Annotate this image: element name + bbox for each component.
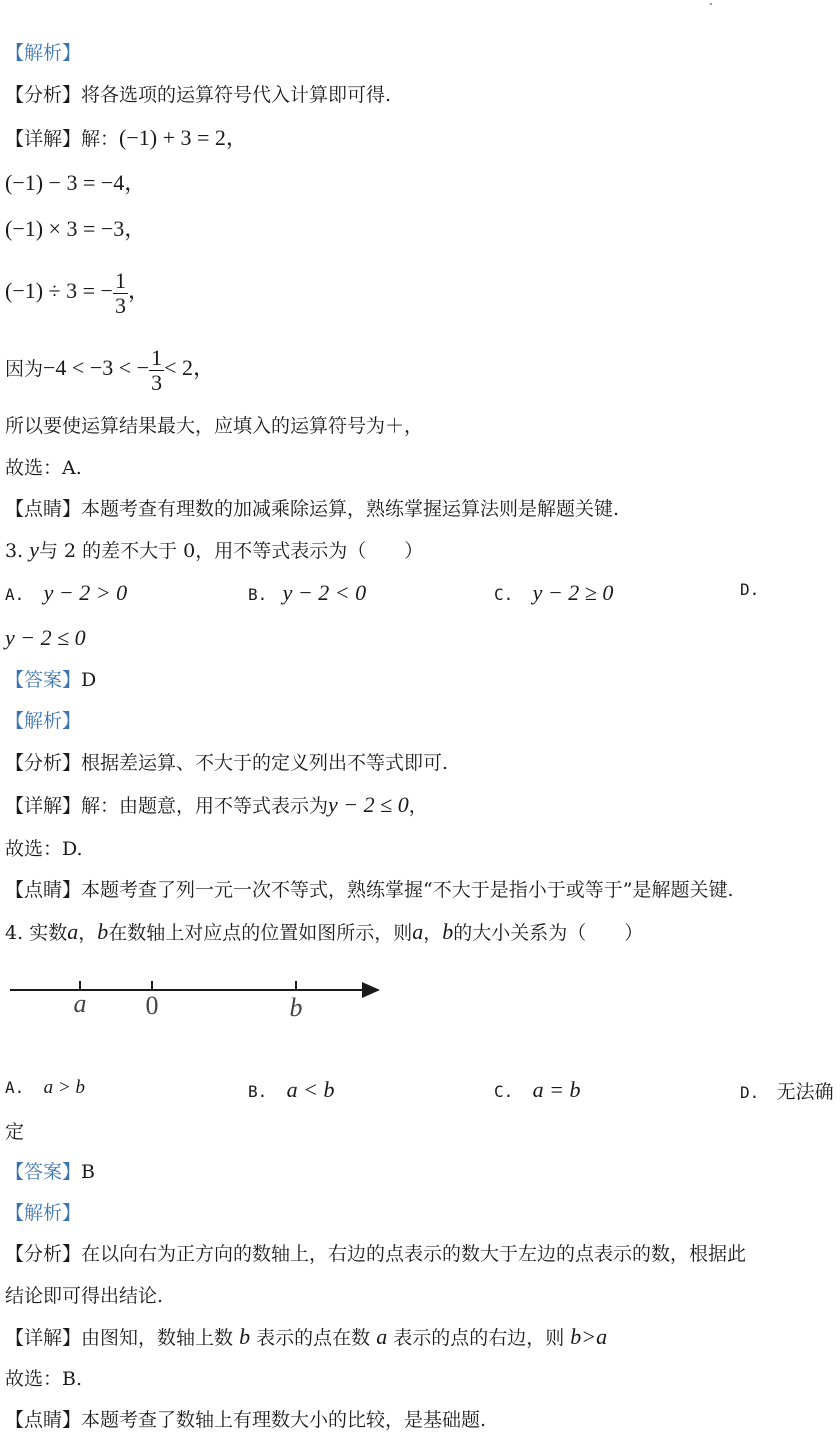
dianjing-tag: 【点睛】 (5, 879, 82, 901)
q4-option-b (248, 1077, 335, 1103)
q3-option-a (5, 580, 127, 606)
arrow-head-icon (362, 982, 380, 998)
q4-dianjing-line (5, 1407, 486, 1433)
xiangjie-tag: 【详解】 (5, 1327, 82, 1349)
equation-4-left: (−1) ÷ 3 = − (5, 278, 113, 303)
xiangjie-text-a: 由图知，数轴上数 (81, 1327, 234, 1349)
fenxi-text: 将各选项的运算符号代入计算即可得. (81, 84, 392, 106)
dianjing-tag: 【点睛】 (5, 498, 82, 520)
q3-var-y: y (29, 537, 39, 562)
number-line-figure (0, 970, 400, 1030)
q4-var-b2: b (442, 919, 454, 944)
q4-option-d-wrap: 定 (5, 1121, 25, 1143)
answer-tag: 【答案】 (5, 669, 82, 691)
fenxi-tag: 【分析】 (5, 84, 82, 106)
answer-tag: 【答案】 (5, 1161, 82, 1183)
fenxi-tag: 【分析】 (5, 752, 82, 774)
option-letter: B. (248, 585, 268, 604)
equation-4 (5, 266, 150, 318)
q4-answer-line (5, 1159, 95, 1185)
dianjing-tag: 【点睛】 (5, 1409, 82, 1431)
conclusion-text: 所以要使运算结果最大，应填入的运算符号为＋， (5, 415, 424, 437)
dianjing-text: 本题考查了列一元一次不等式，熟练掌握“不大于是指小于或等于”是解题关键. (81, 879, 734, 901)
q4-stem-mid: 在数轴上对应点的位置如图所示，则 (108, 922, 413, 944)
q3-option-b (248, 580, 366, 606)
option-expr: a = b (532, 1077, 581, 1102)
q3-option-d (740, 580, 759, 600)
xiangjie-text: 解：由题意，用不等式表示为 (81, 795, 329, 817)
xiangjie-text-c: 表示的点的右边，则 (393, 1327, 565, 1349)
q4-stem-end: 的大小关系为（ ） (453, 922, 644, 944)
q4-stem (5, 919, 643, 946)
option-expr: a > b (43, 1077, 85, 1098)
q3-fenxi-line (5, 750, 448, 776)
option-expr: y − 2 > 0 (43, 580, 128, 605)
xiangjie-tag: 【详解】 (5, 795, 82, 817)
q4-option-c (494, 1077, 581, 1103)
xiangjie-tail: ， (408, 795, 428, 817)
scan-dot (710, 3, 712, 5)
fraction-numerator: 1 (151, 344, 163, 370)
q4-option-d (740, 1077, 834, 1104)
label-b: b (289, 993, 303, 1022)
option-letter: A. (5, 585, 25, 604)
equation-3: (−1) × 3 = −3， (5, 216, 147, 241)
q3-dianjing-line (5, 877, 733, 903)
xiangjie-expr: y − 2 ≤ 0 (328, 792, 409, 817)
fraction-one-third (113, 269, 128, 318)
label-zero: 0 (145, 991, 159, 1020)
fenxi-line (5, 82, 391, 108)
inequality-line (5, 343, 215, 395)
q4-comma-2: ， (423, 922, 443, 944)
jiexi-heading: 【解析】 (5, 42, 82, 64)
q4-xiangjie-line (5, 1324, 607, 1351)
q3-option-d-expr: y − 2 ≤ 0 (5, 625, 86, 650)
dianjing-text: 本题考查有理数的加减乘除运算，熟练掌握运算法则是解题关键. (81, 498, 620, 520)
dianjing-text: 本题考查了数轴上有理数大小的比较，是基础题. (81, 1409, 487, 1431)
fraction-one-third-2 (149, 346, 164, 395)
label-a: a (73, 989, 87, 1018)
fraction-denominator: 3 (114, 292, 126, 318)
q3-stem (5, 537, 423, 564)
option-letter: A. (5, 1078, 25, 1097)
q4-choose-text: 故选：B. (5, 1368, 83, 1390)
xiangjie-tag: 【详解】 (5, 128, 82, 150)
equation-1: (−1) + 3 = 2， (119, 125, 248, 150)
xiangjie-var-b: b (239, 1324, 251, 1349)
option-letter: B. (248, 1082, 268, 1101)
q4-fenxi-line (5, 1241, 746, 1267)
option-letter: D. (740, 580, 760, 599)
option-letter: D. (740, 1083, 760, 1102)
answer-value: B (81, 1161, 95, 1183)
option-letter: C. (494, 585, 514, 604)
option-expr: 无法确 (776, 1081, 834, 1103)
q3-number: 3. (5, 540, 24, 562)
xiangjie-line (5, 125, 248, 152)
fenxi-text: 根据差运算、不大于的定义列出不等式即可. (81, 752, 449, 774)
xiangjie-text: 解： (81, 128, 120, 150)
option-expr: y − 2 ≥ 0 (532, 580, 614, 605)
option-letter: C. (494, 1082, 514, 1101)
q3-option-c (494, 580, 613, 606)
fenxi-text: 在以向右为正方向的数轴上，右边的点表示的数大于左边的点表示的数，根据此 (81, 1243, 747, 1265)
q4-jiexi-heading: 【解析】 (5, 1202, 82, 1224)
q3-jiexi-heading: 【解析】 (5, 710, 82, 732)
q4-fenxi-line-2: 结论即可得出结论. (5, 1285, 164, 1307)
answer-value: D (81, 669, 97, 691)
q4-option-a (5, 1077, 85, 1099)
option-expr: y − 2 < 0 (282, 580, 367, 605)
fenxi-tag: 【分析】 (5, 1243, 82, 1265)
equation-4-tail: ， (127, 278, 150, 303)
q4-stem-a: 实数 (29, 922, 68, 944)
q3-stem-text: 与 2 的差不大于 0，用不等式表示为（ ） (38, 540, 424, 562)
inequality-left: −4 < −3 < − (43, 355, 150, 380)
q4-var-a: a (67, 919, 79, 944)
q4-var-b: b (97, 919, 109, 944)
q4-number: 4. (5, 922, 24, 944)
xiangjie-relation: b>a (570, 1324, 608, 1349)
inequality-tail: < 2， (164, 355, 215, 380)
xiangjie-var-a: a (376, 1324, 388, 1349)
because-text: 因为 (5, 358, 44, 380)
q3-choose-text: 故选：D. (5, 838, 83, 860)
q4-var-a2: a (412, 919, 424, 944)
fraction-denominator: 3 (151, 369, 163, 395)
q3-answer-line (5, 667, 96, 693)
q3-xiangjie-line (5, 792, 428, 819)
equation-2: (−1) − 3 = −4， (5, 170, 147, 195)
fraction-numerator: 1 (114, 267, 126, 293)
choose-text: 故选：A. (5, 457, 82, 479)
dianjing-line (5, 496, 619, 522)
q4-comma: ， (78, 922, 98, 944)
xiangjie-text-b: 表示的点在数 (256, 1327, 371, 1349)
option-expr: a < b (286, 1077, 335, 1102)
